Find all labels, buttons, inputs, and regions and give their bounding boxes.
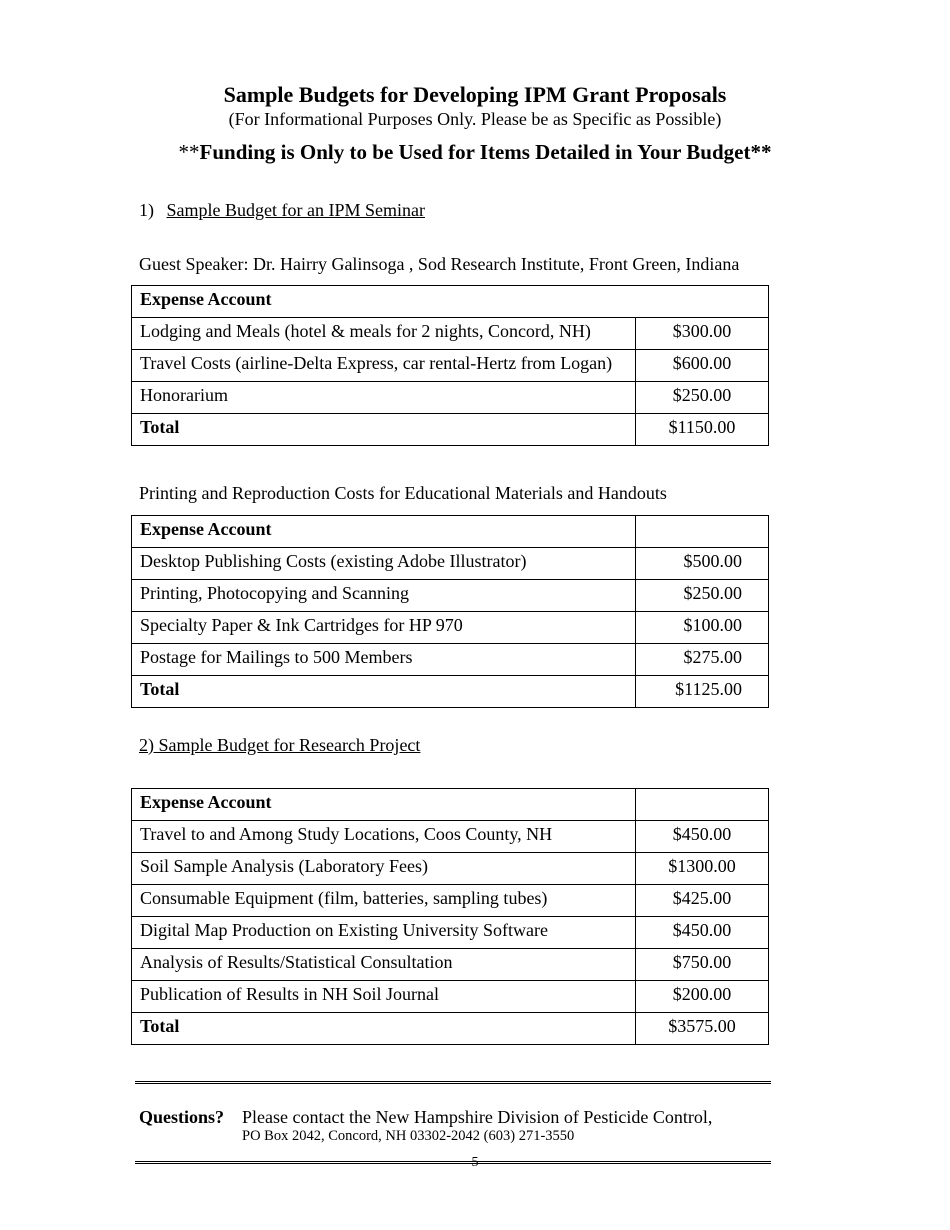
page-subtitle: (For Informational Purposes Only. Please be as Specific as Possible) — [228, 109, 722, 129]
expense-item: Soil Sample Analysis (Laboratory Fees) — [132, 853, 636, 885]
expense-amount: $600.00 — [636, 350, 769, 382]
questions-label: Questions? — [139, 1107, 225, 1127]
expense-amount: $425.00 — [636, 885, 769, 917]
table-row — [132, 612, 769, 644]
expense-amount: $450.00 — [636, 917, 769, 949]
page-number: 5 — [471, 1155, 479, 1170]
expense-item: Travel Costs (airline-Delta Express, car rental-Hertz from Logan) — [132, 350, 636, 382]
table-row — [132, 949, 769, 981]
table-header-empty — [636, 516, 769, 548]
expense-item: Publication of Results in NH Soil Journal — [132, 981, 636, 1013]
table-header-cell: Expense Account — [132, 286, 769, 318]
expense-item: Consumable Equipment (film, batteries, sampling tubes) — [132, 885, 636, 917]
total-amount: $3575.00 — [636, 1013, 769, 1045]
table-header-row — [132, 516, 769, 548]
table-row — [132, 981, 769, 1013]
table-row — [132, 580, 769, 612]
total-amount: $1150.00 — [636, 414, 769, 446]
table-row — [132, 318, 769, 350]
expense-amount: $750.00 — [636, 949, 769, 981]
funding-text: Funding is Only to be Used for Items Detailed in Your Budget** — [199, 140, 772, 164]
section1-heading — [139, 200, 425, 221]
contact-address: PO Box 2042, Concord, NH 03302-2042 (603) 271-3550 — [242, 1128, 575, 1144]
total-label: Total — [132, 676, 636, 708]
table-total-row — [132, 1013, 769, 1045]
table-row — [132, 548, 769, 580]
footer-bottom-rule — [135, 1161, 771, 1164]
research-budget-table — [131, 788, 769, 1045]
expense-item: Honorarium — [132, 382, 636, 414]
expense-item: Desktop Publishing Costs (existing Adobe Illustrator) — [132, 548, 636, 580]
expense-item: Analysis of Results/Statistical Consultation — [132, 949, 636, 981]
expense-item: Lodging and Meals (hotel & meals for 2 nights, Concord, NH) — [132, 318, 636, 350]
printing-budget-table — [131, 515, 769, 708]
expense-item: Travel to and Among Study Locations, Coos County, NH — [132, 821, 636, 853]
expense-amount: $100.00 — [636, 612, 769, 644]
table-header-row — [132, 286, 769, 318]
expense-amount: $250.00 — [636, 382, 769, 414]
table-row — [132, 853, 769, 885]
footer-top-rule — [135, 1081, 771, 1084]
total-label: Total — [132, 1013, 636, 1045]
table-row — [132, 644, 769, 676]
expense-amount: $275.00 — [636, 644, 769, 676]
table-row — [132, 350, 769, 382]
expense-amount: $300.00 — [636, 318, 769, 350]
expense-amount: $250.00 — [636, 580, 769, 612]
table-row — [132, 917, 769, 949]
section2-heading: 2) Sample Budget for Research Project — [139, 735, 421, 755]
expense-amount: $1300.00 — [636, 853, 769, 885]
printing-costs-line: Printing and Reproduction Costs for Educational Materials and Handouts — [139, 483, 667, 503]
table-row — [132, 821, 769, 853]
contact-text: Please contact the New Hampshire Division of Pesticide Control, — [242, 1107, 713, 1127]
page-title: Sample Budgets for Developing IPM Grant Proposals — [223, 82, 727, 107]
table-total-row — [132, 676, 769, 708]
funding-prefix: ** — [178, 140, 200, 164]
table-header-cell: Expense Account — [132, 789, 636, 821]
expense-amount: $500.00 — [636, 548, 769, 580]
expense-item: Digital Map Production on Existing University Software — [132, 917, 636, 949]
table-row — [132, 885, 769, 917]
expense-amount: $200.00 — [636, 981, 769, 1013]
table-total-row — [132, 414, 769, 446]
funding-notice — [0, 140, 950, 165]
expense-amount: $450.00 — [636, 821, 769, 853]
table-header-cell: Expense Account — [132, 516, 636, 548]
total-amount: $1125.00 — [636, 676, 769, 708]
seminar-budget-table — [131, 285, 769, 446]
expense-item: Specialty Paper & Ink Cartridges for HP 970 — [132, 612, 636, 644]
expense-item: Printing, Photocopying and Scanning — [132, 580, 636, 612]
section1-title: Sample Budget for an IPM Seminar — [166, 200, 425, 220]
table-row — [132, 382, 769, 414]
section1-number: 1) — [139, 200, 154, 220]
table-header-row — [132, 789, 769, 821]
guest-speaker-line: Guest Speaker: Dr. Hairry Galinsoga , Sod Research Institute, Front Green, Indiana — [139, 254, 740, 274]
table-header-empty — [636, 789, 769, 821]
expense-item: Postage for Mailings to 500 Members — [132, 644, 636, 676]
total-label: Total — [132, 414, 636, 446]
